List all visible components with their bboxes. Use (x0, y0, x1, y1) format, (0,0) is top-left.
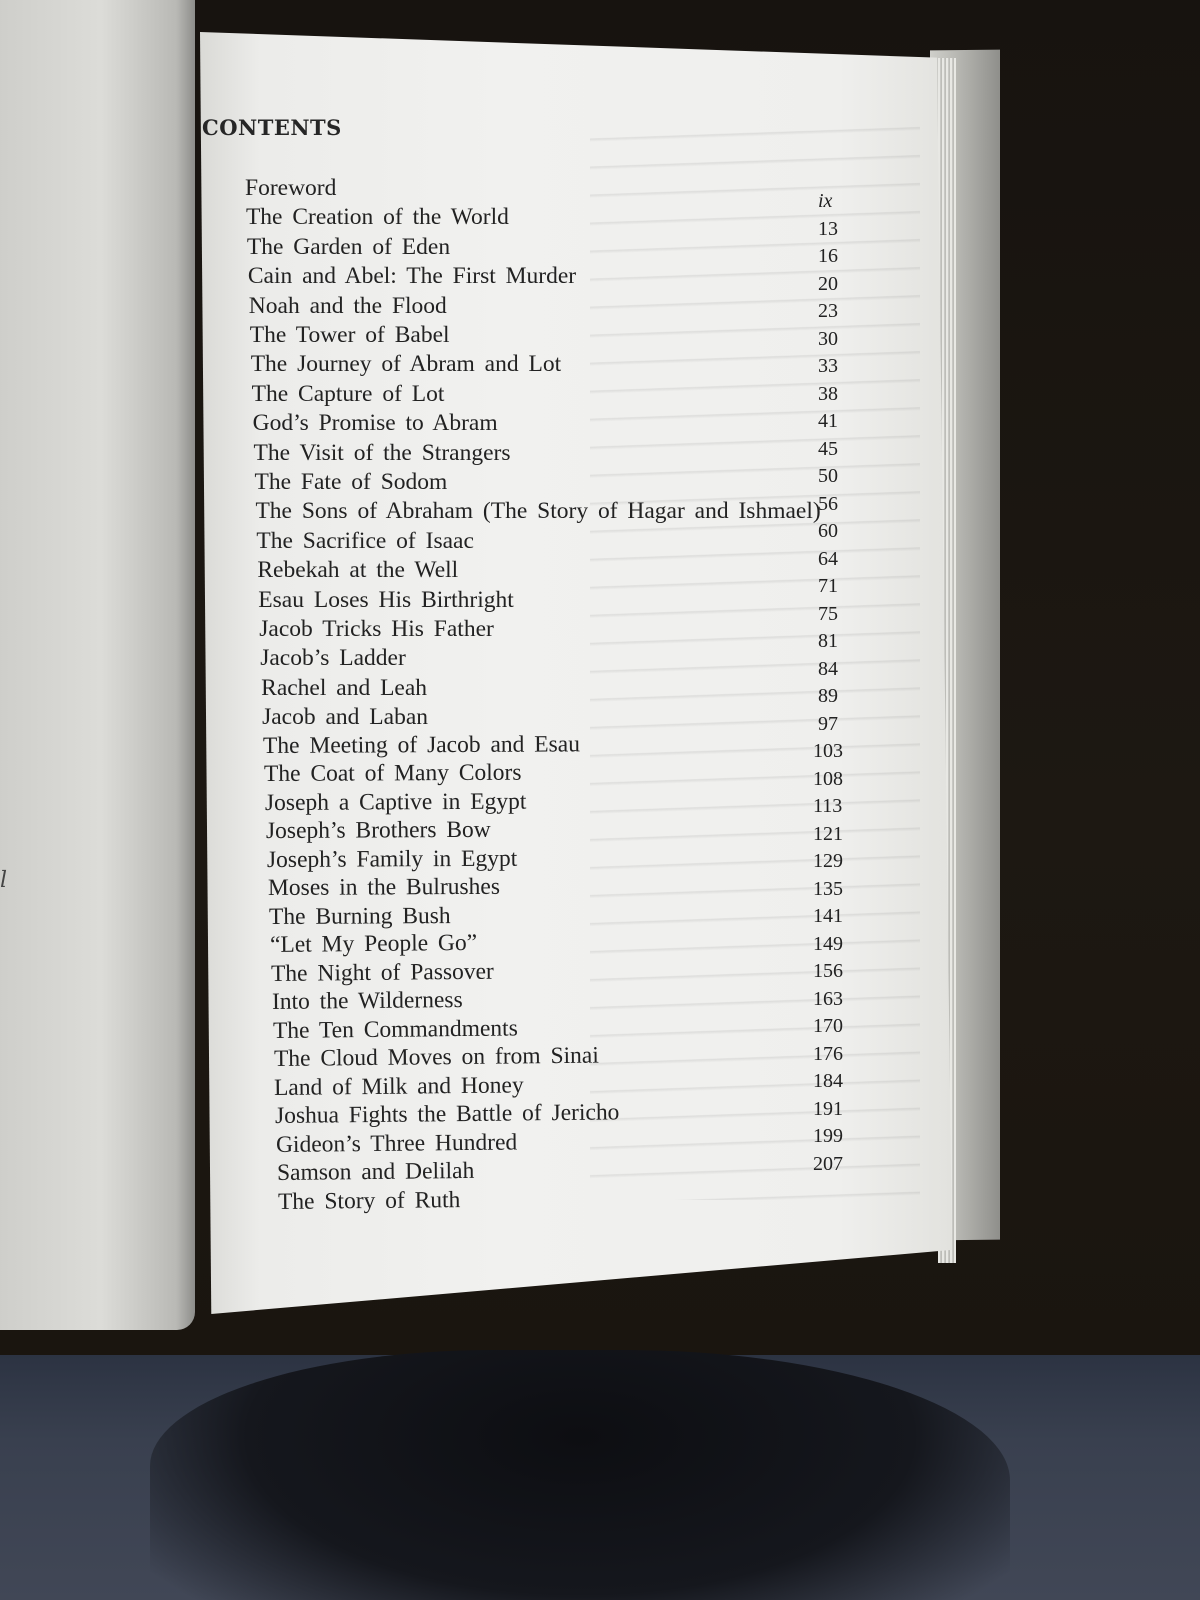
toc-entry-title: Moses in the Bulrushes (267, 873, 500, 902)
toc-entry-title: Gideon’s Three Hundred (276, 1129, 518, 1158)
toc-entry-title: The Journey of Abram and Lot (250, 351, 562, 378)
toc-entry-title: The Burning Bush (268, 902, 451, 930)
toc-entry-page-number: 75 (818, 602, 838, 625)
toc-entry-page-number: 156 (813, 960, 843, 982)
toc-entry-title: Esau Loses His Birthright (258, 586, 514, 613)
toc-entry-page-number: 41 (818, 410, 838, 432)
toc-entry-title: Land of Milk and Honey (274, 1072, 525, 1101)
toc-entry-title: Noah and the Flood (248, 292, 447, 319)
toc-entry-page-number: 20 (818, 272, 838, 295)
toc-entry-page-number: 135 (813, 877, 843, 900)
toc-entry-title: The Sons of Abraham (The Story of Hagar and Ishmael) (255, 498, 821, 525)
toc-entry-title: The Meeting of Jacob and Esau (262, 731, 581, 759)
toc-entry-title: Foreword (245, 175, 337, 201)
toc-entry-page-number: 71 (818, 575, 838, 597)
toc-entry-page-number: 45 (818, 437, 838, 460)
contents-heading: CONTENTS (202, 115, 342, 140)
toc-entry-page-number: 16 (818, 245, 838, 267)
toc-entry-page-number: 184 (813, 1070, 843, 1092)
toc-entry-page-number: 13 (818, 217, 838, 240)
toc-entry-page-number: 129 (813, 850, 843, 872)
left-page-margin-mark: l (0, 868, 8, 893)
toc-entry-page-number: ix (818, 190, 833, 212)
toc-entry-title: The Ten Commandments (272, 1015, 518, 1044)
toc-entry-title: Into the Wilderness (271, 987, 463, 1016)
toc-entry-page-number: 56 (818, 492, 838, 515)
toc-entry-page-number: 141 (813, 905, 843, 927)
toc-entry-page-number: 33 (818, 355, 838, 377)
toc-entry-page-number: 103 (813, 740, 843, 762)
toc-entry-page-number: 38 (818, 382, 838, 405)
toc-entry-title: “Let My People Go” (269, 930, 477, 959)
toc-entry-title: Rebekah at the Well (257, 557, 459, 584)
toc-entry-page-number: 50 (818, 465, 838, 487)
toc-entry-page-number: 176 (813, 1042, 843, 1065)
toc-entry-page-number: 23 (818, 300, 838, 322)
toc-entry-page-number: 199 (813, 1125, 843, 1147)
toc-entry-title: The Coat of Many Colors (263, 759, 522, 788)
toc-entry-page-number: 113 (813, 795, 843, 817)
toc-entry-title: The Sacrifice of Isaac (256, 527, 474, 554)
toc-entry-title: The Fate of Sodom (254, 469, 448, 495)
toc-entry-page-number: 64 (818, 547, 838, 570)
toc-entry-title: The Capture of Lot (251, 380, 445, 407)
toc-entry-page-number: 60 (818, 520, 838, 542)
toc-entry-title: The Night of Passover (270, 958, 494, 987)
toc-entry-title: The Story of Ruth (278, 1186, 461, 1215)
toc-entry-title: Jacob and Laban (262, 704, 428, 731)
toc-entry-title: The Visit of the Strangers (253, 439, 511, 466)
toc-entry-title: The Creation of the World (245, 204, 509, 231)
toc-entry-title: Joseph’s Family in Egypt (266, 845, 518, 873)
toc-entry-title: Joseph’s Brothers Bow (265, 817, 491, 845)
toc-entry-page-number: 89 (818, 685, 838, 707)
toc-entry-title: The Garden of Eden (246, 233, 451, 260)
toc-entry-page-number: 170 (813, 1015, 843, 1037)
toc-entry-title: The Cloud Moves on from Sinai (273, 1042, 599, 1073)
toc-entry-title: The Tower of Babel (249, 322, 450, 348)
toc-entry-page-number: 163 (813, 987, 843, 1010)
toc-entry-page-number: 149 (813, 932, 843, 955)
toc-entry-title: Cain and Abel: The First Murder (247, 263, 577, 290)
toc-entry-title: Jacob Tricks His Father (259, 616, 494, 642)
toc-entry-page-number: 84 (818, 657, 838, 680)
toc-entry-title: Rachel and Leah (261, 674, 428, 701)
toc-entry-title: God’s Promise to Abram (252, 410, 498, 437)
toc-entry-title: Samson and Delilah (277, 1158, 475, 1187)
toc-entry-page-number: 191 (813, 1097, 843, 1120)
toc-entry-page-number: 108 (813, 767, 843, 790)
toc-entry-title: Joshua Fights the Battle of Jericho (275, 1099, 620, 1130)
toc-entry-page-number: 207 (813, 1152, 843, 1175)
toc-entry-page-number: 121 (813, 822, 843, 845)
toc-entry-page-number: 81 (818, 630, 838, 652)
toc-entry-page-number: 30 (818, 327, 838, 350)
toc-entry-title: Joseph a Captive in Egypt (264, 788, 527, 816)
toc-entry-title: Jacob’s Ladder (260, 645, 406, 672)
toc-entry-page-number: 97 (818, 712, 838, 735)
